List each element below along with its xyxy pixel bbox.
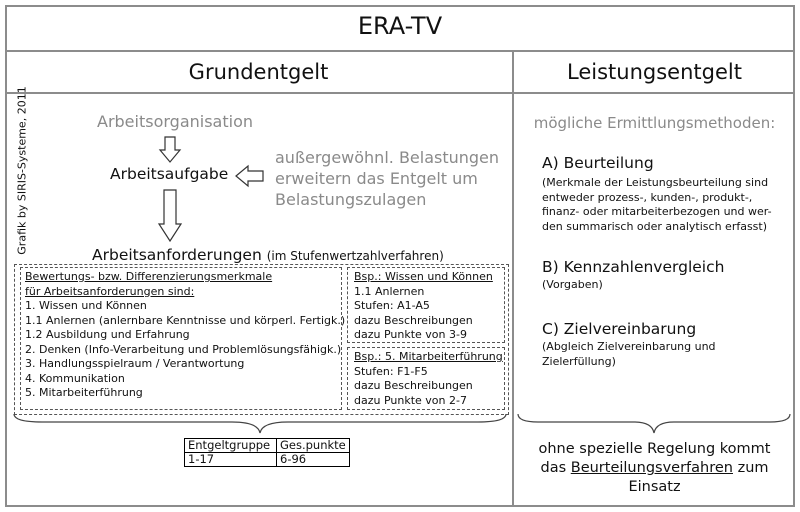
footer-post: zum [732,460,769,476]
arbeitsaufgabe-label: Arbeitsaufgabe [110,165,229,183]
zielvereinbarung-details [542,340,716,369]
arrow-left-icon [236,166,264,186]
belastungen-line: erweitern das Entgelt um [275,169,478,188]
belastungen-text [275,147,499,210]
table-row [185,453,350,467]
bsp-line: dazu Punkte von 2-7 [354,393,467,407]
merkmale-heading: Bewertungs- bzw. Differenzierungsmerkmale [25,270,273,283]
merkmal-item: 5. Mitarbeiterführung [25,386,143,399]
detail-line: entweder prozess-, kunden-, produkt-, [542,190,753,204]
bsp-line: dazu Punkte von 3-9 [354,328,467,341]
merkmale-heading: für Arbeitsanforderungen sind: [25,284,195,298]
bsp-wissen-text [354,270,493,343]
footer-line: ohne spezielle Regelung kommt [538,441,771,457]
detail-line: (Vorgaben) [542,278,603,291]
kennzahlenvergleich-details [542,278,603,293]
table-header-cell: Entgeltgruppe [185,439,277,453]
bsp-line: Stufen: A1-A5 [354,299,430,312]
merkmal-item: 3. Handlungsspielraum / Verantwortung [25,357,245,370]
footer-pre: das [540,460,571,476]
kennzahlenvergleich-title: B) Kennzahlenvergleich [542,258,725,276]
belastungen-line: außergewöhnl. Belastungen [275,148,500,167]
bsp-fuehrung-text [354,350,503,408]
detail-line: (Abgleich Zielvereinbarung und [542,340,716,353]
header-divider [5,92,795,94]
right-footer [514,440,795,497]
entgeltgruppen-table [184,438,350,467]
leistungsentgelt-header: Leistungsentgelt [567,60,742,84]
title-divider [5,50,795,52]
merkmal-item: 1.2 Ausbildung und Erfahrung [25,328,190,341]
merkmal-item: 1. Wissen und Können [25,299,147,312]
detail-line: Zielerfüllung) [542,354,616,368]
beurteilung-details [542,176,772,234]
merkmal-item: 4. Kommunikation [25,371,125,385]
left-brace-icon [12,413,512,437]
arrow-down-icon [160,137,180,163]
page-title: ERA-TV [357,12,443,40]
detail-line: (Merkmale der Leistungsbeurteilung sind [542,176,769,189]
table-cell: 6-96 [277,453,350,467]
belastungen-line: Belastungszulagen [275,190,427,209]
table-cell: 1-17 [185,453,277,467]
right-brace-icon [516,413,796,437]
grundentgelt-header: Grundentgelt [188,60,329,84]
table-header-cell: Ges.punkte [277,439,350,453]
beurteilungsverfahren-text: Beurteilungsverfahren [570,460,733,476]
merkmal-item: 2. Denken (Info-Verarbeitung und Problemlösungsfähigk.) [25,342,342,356]
merkmal-item: 1.1 Anlernen (anlernbare Kenntnisse und körperl. Fertigk.) [25,313,346,327]
footer-line [514,459,795,478]
footer-line: Einsatz [628,479,681,495]
beurteilung-title: A) Beurteilung [542,154,654,172]
bsp-wissen-heading: Bsp.: Wissen und Können [354,270,493,283]
bsp-line: 1.1 Anlernen [354,284,425,298]
zielvereinbarung-title: C) Zielvereinbarung [542,320,697,338]
stufenwertzahl-note: (im Stufenwertzahlverfahren) [266,249,444,263]
arbeitsorganisation-label: Arbeitsorganisation [97,112,253,131]
bsp-line: dazu Beschreibungen [354,313,473,327]
watermark: Grafik by SIRIS-Systeme, 2011 [15,86,29,255]
arbeitsanforderungen-heading [92,246,444,264]
table-header-row [185,439,350,453]
merkmale-text [25,270,345,401]
ermittlungsmethoden-subtitle: mögliche Ermittlungsmethoden: [533,114,776,132]
detail-line: den summarisch oder analytisch erfasst) [542,219,768,233]
detail-line: finanz- oder mitarbeiterbezogen und wer- [542,205,772,218]
arrow-down-icon [159,190,181,242]
bsp-line: Stufen: F1-F5 [354,364,428,378]
bsp-fuehrung-heading: Bsp.: 5. Mitarbeiterführung [354,350,503,363]
arbeitsanforderungen-label: Arbeitsanforderungen [92,246,262,264]
bsp-line: dazu Beschreibungen [354,379,473,392]
